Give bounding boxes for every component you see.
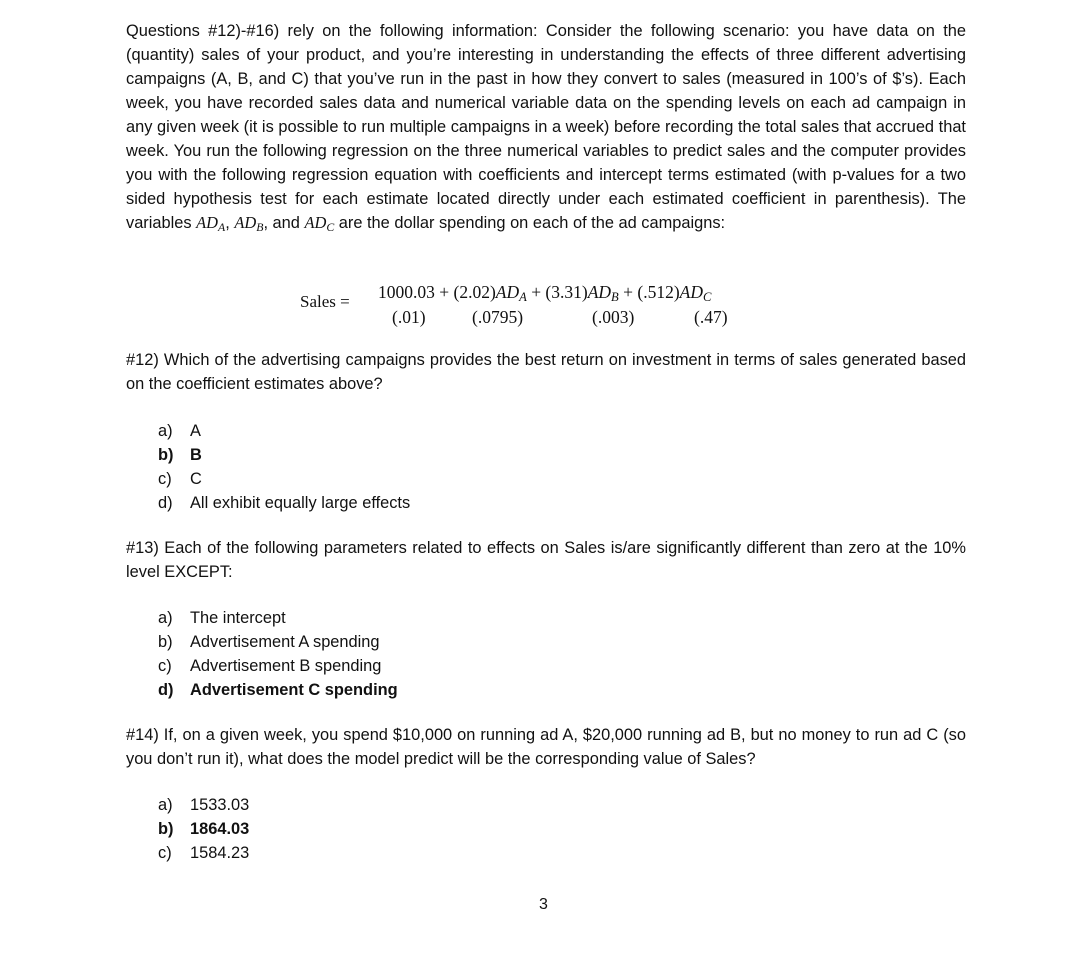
option-14c: c) 1584.23 [158,844,250,862]
var-ad-b: $AD_B$ [234,213,264,234]
pvalue-ad-b: (.003) [592,307,635,327]
question-13: #13) Each of the following parameters related to effects on Sales is/are significantly different than zero at the 10% level EXCEPT: [126,539,966,581]
equation-label: Sales = [300,292,350,311]
intro-separator-2: , and [263,214,300,232]
var-ad-c: $AD_C$ [304,213,335,234]
pvalue-ad-c: (.47) [694,307,728,327]
equation-coef-b: + (3.31) [526,282,588,302]
pvalue-ad-a: (.0795) [472,307,524,327]
question-14-options [158,793,249,865]
option-13a: a) The intercept [158,609,286,627]
intro-separator-1: , [225,214,235,232]
option-13c: c) Advertisement B spending [158,657,382,675]
var-ad-a: $AD_A$ [196,213,226,234]
regression-equation [378,282,711,303]
equation-coef-a: (2.02) [453,282,496,302]
intro-paragraph [126,19,966,235]
option-12a: a) A [158,422,201,440]
option-12d: d) All exhibit equally large effects [158,494,411,512]
intro-text-end: are the dollar spending on each of the ad campaigns: [334,214,726,232]
page-number: 3 [539,896,548,913]
intro-text: Questions #12)-#16) rely on the following information: Consider the following scenario: you have data on the (quantity) sales of your product, and you’re interesting in understanding the effects of three different advertising campaigns (A, B, and C) that you’ve run in the past in how they convert to sales (measured in 100’s of $’s). Each week, you have recorded sales data and numerical variable data on the spending levels on each ad campaign in any given week (it is possible to run multiple campaigns in a week) before recording the total sales that accrued that week. You run the following regression on the three numerical variables to predict sales and the computer provides you with the following regression equation with coefficients and intercept terms estimated (with p-values for a two sided hypothesis test for each estimate located directly under each estimated coefficient in parenthesis). The variables [126,22,966,232]
option-14a: a) 1533.03 [158,796,250,814]
question-13-options [158,606,398,702]
equation-coef-c: + (.512) [618,282,680,302]
option-12c: c) C [158,470,202,488]
equation-var-a: $AD_A$ [495,282,527,305]
option-13b: b) Advertisement A spending [158,633,380,651]
option-14b: b) 1864.03 [158,820,250,838]
question-12: #12) Which of the advertising campaigns provides the best return on investment in terms of sales generated based on the coefficient estimates above? [126,351,966,393]
pvalue-intercept: (.01) [392,307,426,327]
equation-var-b: $AD_B$ [587,282,619,305]
option-13d: d) Advertisement C spending [158,681,398,699]
equation-intercept: 1000.03 + [378,282,454,302]
equation-var-c: $AD_C$ [679,282,712,305]
question-14: #14) If, on a given week, you spend $10,000 on running ad A, $20,000 running ad B, but no money to run ad C (so you don’t run it), what does the model predict will be the corresponding value of Sales? [126,726,966,768]
question-12-options [158,419,410,515]
option-12b: b) B [158,446,202,464]
